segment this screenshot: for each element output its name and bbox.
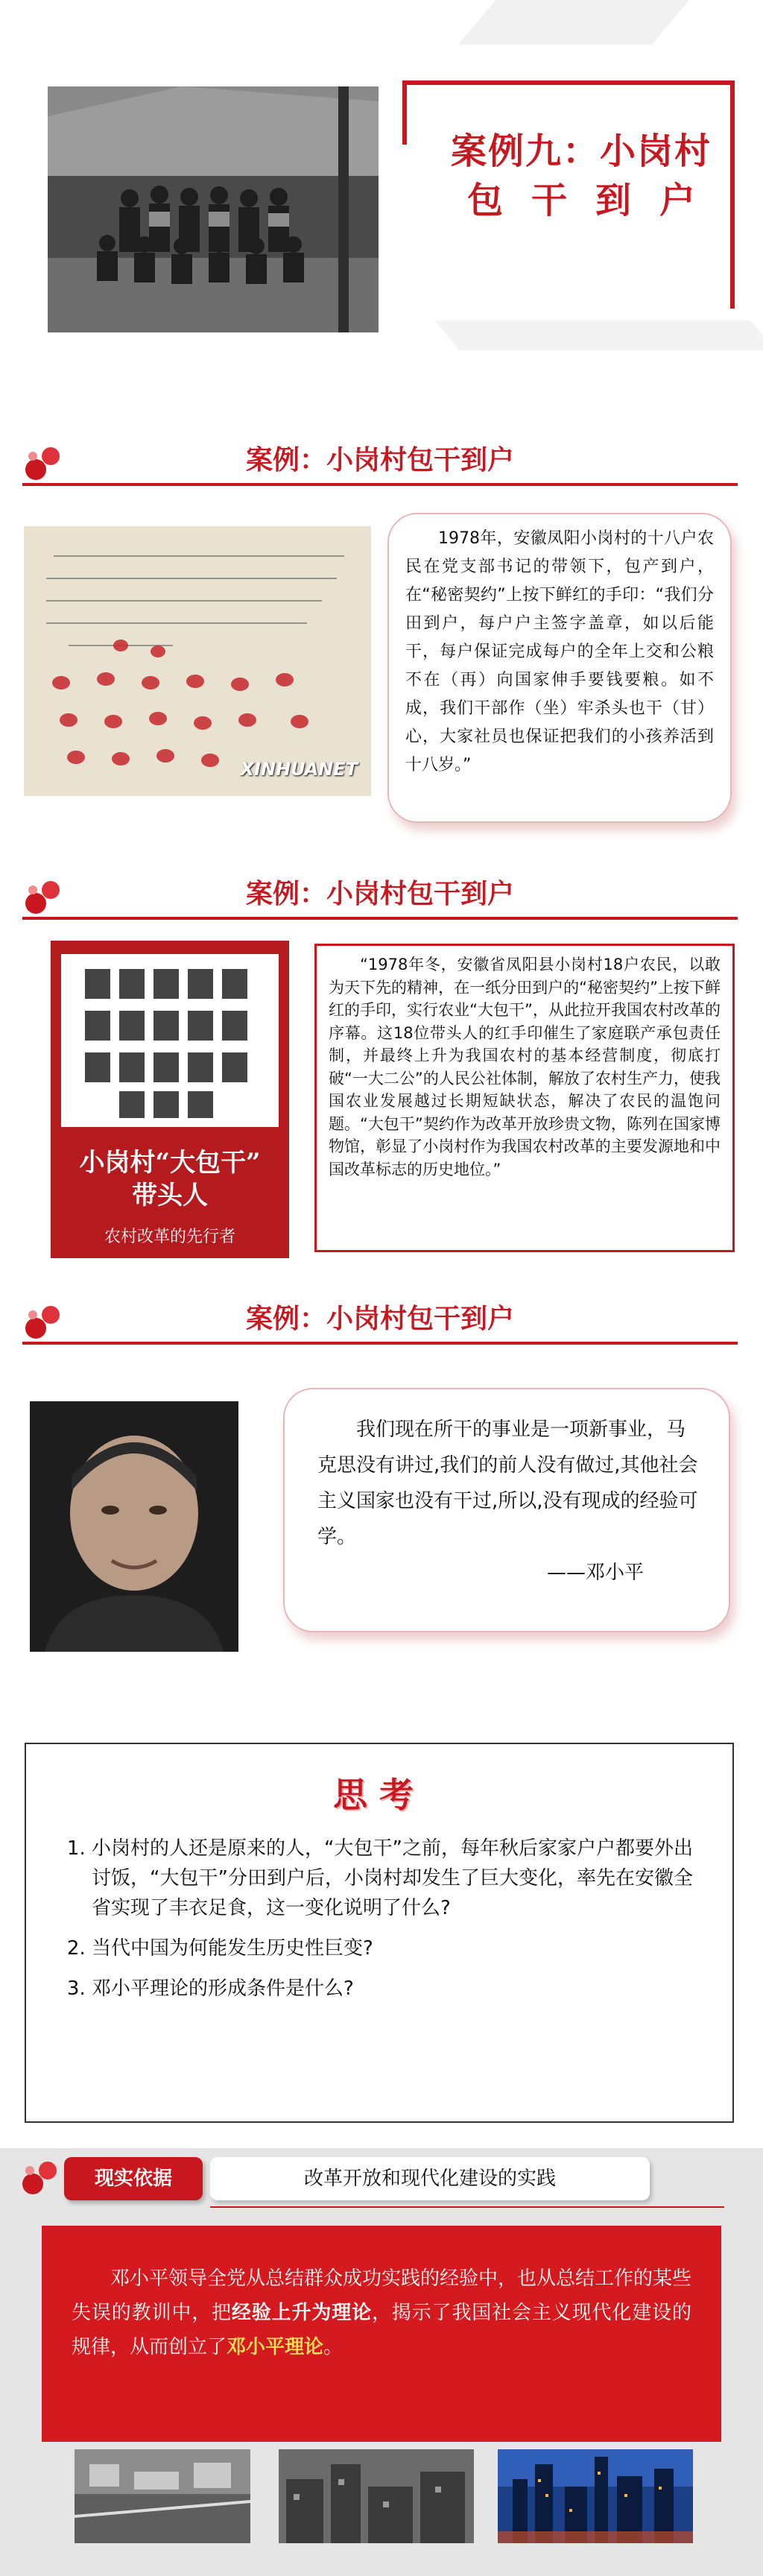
quote-text: 我们现在所干的事业是一项新事业，马克思没有讲过,我们的前人没有做过,其他社会主义国家也没有干过,所以,没有现成的经验可学。 — [317, 1418, 698, 1548]
question-item: 2. 当代中国为何能发生历史性巨变? — [92, 1933, 710, 1963]
old-town-photo — [279, 2449, 474, 2543]
history-text: “1978年冬，安徽省凤阳县小岗村18户农民，以敢为天下先的精神，在一纸分田到户的“秘密契约”上按下鲜红的手印，实行农业“大包干”，从此拉开我国农村改革的序幕。这18位带头人的红手印催生了家庭联产承包责任制，并最终上升为我国农村的基本经营制度，彻底打破“一大二公”的人民公社体制，解放了农村生产力，使我国农业发展越过长期短缺状态，解决了农民的温饱问题。“大包干”契约作为改革开放珍贵文物，陈列在国家博物馆，彰显了小岗村作为我国农村改革的主要发源地和中国改革标志的历史地位。” — [329, 956, 721, 1178]
decor-diagonal — [458, 0, 689, 45]
section-title: 案例：小岗村包干到户 — [245, 445, 514, 476]
story-card — [387, 513, 732, 823]
hero-title-line2: 包干到户 — [466, 180, 724, 221]
historic-group-photo — [48, 86, 379, 332]
portrait-grid — [61, 954, 279, 1127]
book-title — [51, 1146, 289, 1212]
basis-tag: 现实依据 — [64, 2157, 203, 2200]
book-cover — [51, 941, 289, 1258]
village-aerial-photo — [75, 2449, 250, 2543]
section-heading — [22, 1298, 738, 1343]
deng-xiaoping-portrait — [30, 1401, 238, 1652]
watermark: XINHUANET — [240, 759, 358, 780]
history-textbox — [314, 944, 735, 1252]
secret-contract-image — [24, 526, 371, 796]
reflection-box — [25, 1743, 734, 2123]
basis-text-bold: 经验上升为理论 — [231, 2302, 372, 2324]
book-title-line2: 带头人 — [132, 1181, 208, 1210]
basis-text-highlight: 邓小平理论 — [227, 2336, 324, 2358]
divider — [210, 2206, 724, 2208]
basis-text — [72, 2261, 691, 2364]
modern-city-photo — [498, 2449, 693, 2543]
section-title: 案例：小岗村包干到户 — [245, 1304, 514, 1334]
quote-attribution: ——邓小平 — [546, 1562, 644, 1584]
hero-title — [440, 127, 723, 225]
section-heading — [22, 440, 738, 484]
section-heading — [22, 874, 738, 918]
circles-icon — [19, 2154, 64, 2199]
basis-text-part: ，揭示了我国社会主义现代化建设的规律，从而创立了 — [72, 2302, 691, 2358]
book-title-line1: 小岗村“大包干” — [79, 1148, 261, 1178]
question-list — [66, 1834, 710, 2014]
basis-text-part: 。 — [323, 2336, 343, 2358]
basis-tagline: 改革开放和现代化建设的实践 — [210, 2157, 650, 2200]
hero-title-line1: 案例九：小岗村 — [450, 130, 712, 172]
basis-panel — [42, 2226, 721, 2442]
divider — [22, 1342, 738, 1345]
reflection-title: 思考 — [333, 1775, 425, 1815]
divider — [22, 483, 738, 486]
divider — [22, 917, 738, 920]
question-item: 3. 邓小平理论的形成条件是什么? — [92, 1974, 710, 2004]
section-title: 案例：小岗村包干到户 — [245, 879, 514, 909]
story-text: 1978年，安徽凤阳小岗村的十八户农民在党支部书记的带领下，包产到户，在“秘密契约”上按下鲜红的手印：“我们分田到户，每户户主签字盖章，如以后能干，每户保证完成每户的全年上交和公粮不在（再）向国家伸手要钱要粮。如不成，我们干部作（坐）牢杀头也干（甘）心，大家社员也保证把我们的小孩养活到十八岁。” — [405, 529, 714, 774]
decor-diagonal — [434, 321, 763, 350]
question-item: 1. 小岗村的人还是原来的人，“大包干”之前，每年秋后家家户户都要外出讨饭，“大包干”分田到户后，小岗村却发生了巨大变化，率先在安徽全省实现了丰衣足食，这一变化说明了什么? — [92, 1834, 710, 1923]
basis-text-part: 邓小平领导全党从总结群众成功实践的经验中，也从总结工作的某些失误的教训中，把 — [72, 2267, 692, 2324]
book-subtitle: 农村改革的先行者 — [104, 1228, 235, 1246]
quote-card — [283, 1388, 730, 1632]
